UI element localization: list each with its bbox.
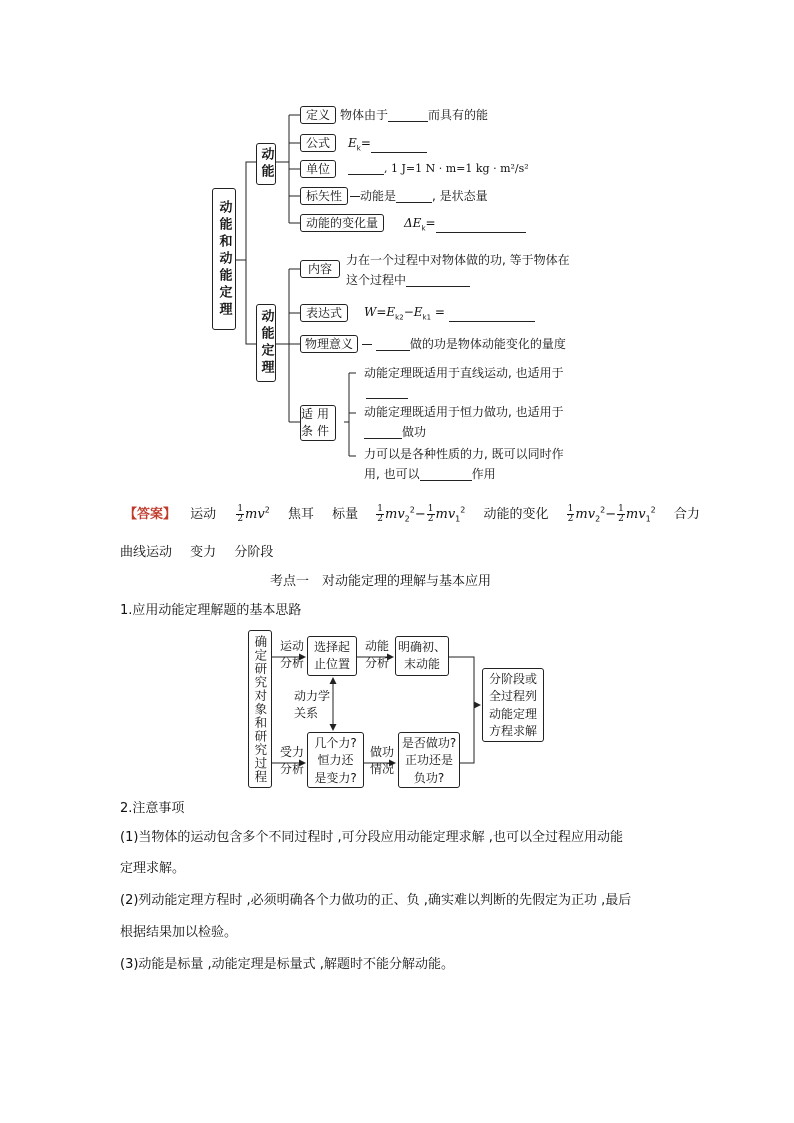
branch-kinetic-energy: 动能	[256, 143, 276, 185]
formula-text: $E_k=$	[348, 136, 427, 153]
answer-label: 【答案】	[124, 507, 177, 522]
mindmap-root: 动能和动能定理	[212, 188, 236, 330]
half-fraction: $\frac{1}{2}$	[237, 504, 244, 524]
subheading-notes: 2.注意事项	[120, 801, 185, 816]
condition-1: 动能定理既适用于直线运动, 也适用于	[364, 366, 564, 380]
flow-box-work: 是否做功? 正功还是 负功?	[398, 732, 460, 788]
condition-2b: 做功	[364, 425, 426, 439]
answer-line-1: 【答案】 运动 $\frac{1}{2}$ $mv^2$ 焦耳 标量 $\frac{1}{2}$ $mv_2^2-$ $\frac{1}{2}$ $mv_1^2$ 动能的变化 $\frac{1}{2}$ $mv_2^2-$ $\frac{1}{2}$ $mv_1^2$ 合力	[124, 504, 700, 524]
note-2-line-1: (2)列动能定理方程时 ,必须明确各个力做功的正、负 ,确实难以判断的先假定为正功 ,最后	[120, 893, 632, 908]
flow-label-motion: 运动 分析	[280, 639, 305, 671]
label-scalar-vector: 标矢性	[300, 187, 348, 205]
label-definition: 定义	[300, 106, 336, 124]
section-title: 考点一 对动能定理的理解与基本应用	[270, 574, 492, 589]
note-1-line-2: 定理求解。	[120, 861, 186, 876]
label-physical-meaning: 物理意义	[300, 335, 358, 353]
flow-label-ke-analysis: 动能 分析	[365, 639, 390, 671]
content-line2: 这个过程中	[346, 273, 470, 287]
condition-2: 动能定理既适用于恒力做功, 也适用于	[364, 405, 564, 419]
flow-box-forces: 几个力? 恒力还 是变力?	[307, 732, 364, 788]
label-conditions: 适用条件	[300, 405, 336, 441]
flow-label-force-analysis: 受力 分析	[280, 745, 305, 777]
flow-label-dynamics: 动力学 关系	[294, 689, 331, 721]
flow-box-initial-final-ke: 明确初、 末动能	[395, 636, 449, 676]
condition-3: 力可以是各种性质的力, 既可以同时作	[364, 447, 564, 461]
note-1-line-1: (1)当物体的运动包含多个不同过程时 ,可分段应用动能定理求解 ,也可以全过程应用动能	[120, 830, 623, 845]
flow-box-choose-position: 选择起 止位置	[307, 636, 357, 676]
flow-label-work: 做功 情况	[370, 745, 395, 777]
definition-text: 物体由于 而具有的能	[340, 108, 489, 122]
scalar-text: 动能是 , 是状态量	[350, 189, 488, 203]
ke-change-text: $\Delta E_k=$	[404, 216, 526, 233]
subheading-approach: 1.应用动能定理解题的基本思路	[120, 603, 302, 618]
unit-text: , 1 J=1 N · m=1 kg · m²/s²	[348, 162, 529, 175]
note-3: (3)动能是标量 ,动能定理是标量式 ,解题时不能分解动能。	[120, 957, 454, 972]
label-ke-change: 动能的变化量	[300, 214, 384, 232]
label-content: 内容	[300, 260, 340, 278]
meaning-text: 做的功是物体动能变化的量度	[362, 337, 566, 351]
note-2-line-2: 根据结果加以检验。	[120, 925, 238, 940]
condition-3b: 用, 也可以 作用	[364, 467, 496, 481]
flow-box-solve: 分阶段或 全过程列 动能定理 方程求解	[482, 668, 544, 742]
content-line1: 力在一个过程中对物体做的功, 等于物体在	[346, 253, 570, 267]
label-unit: 单位	[300, 160, 336, 178]
label-formula: 公式	[300, 134, 336, 152]
answer-line-2: 曲线运动 变力 分阶段	[120, 545, 274, 560]
branch-theorem: 动能定理	[256, 304, 276, 382]
flow-left-box: 确定研究对象和研究过程	[248, 630, 272, 788]
label-expression: 表达式	[300, 304, 348, 322]
expression-text: $W=E_{k2}-E_{k1}$ =	[364, 305, 535, 322]
